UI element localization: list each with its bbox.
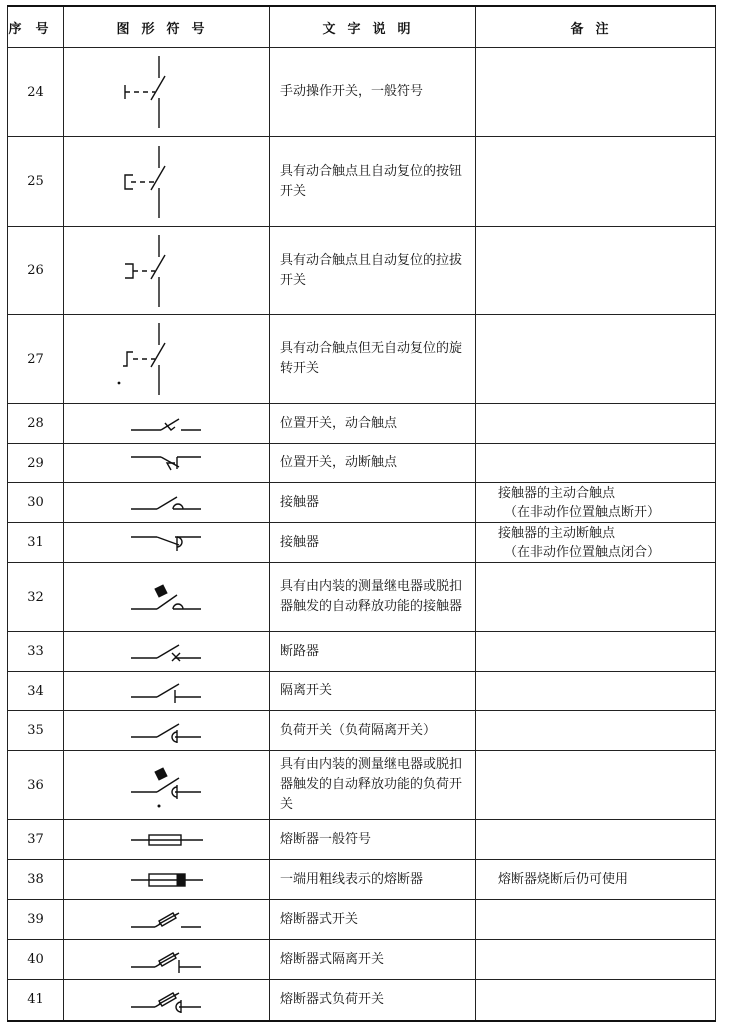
row-description: 隔离开关 [270,672,476,711]
row-description: 接触器 [270,523,476,563]
row-number: 37 [8,820,64,860]
fuse-thick-end-symbol [127,868,207,892]
row-note: 熔断器烧断后仍可使用 [476,860,716,900]
table-row [8,483,716,523]
row-note-line: 接触器的主动合触点 [498,485,616,501]
row-number: 25 [8,137,64,227]
symbol-table [7,5,716,1022]
load-switch-symbol [127,719,207,743]
header-note: 备注 [476,6,716,48]
row-number: 27 [8,315,64,404]
push-button-switch-symbol [117,142,217,222]
row-number: 36 [8,751,64,820]
contactor-make-symbol [127,491,207,515]
row-number: 40 [8,940,64,980]
row-description: 具有由内装的测量继电器或脱扣器触发的自动释放功能的接触器 [270,563,476,632]
row-note [476,711,716,751]
table-header-row [8,6,716,48]
table-row [8,48,716,137]
row-number: 30 [8,483,64,523]
disconnector-symbol [127,679,207,703]
row-description: 位置开关，动合触点 [270,404,476,444]
row-number: 31 [8,523,64,563]
row-number: 33 [8,632,64,672]
table-row [8,940,716,980]
row-number: 34 [8,672,64,711]
table-row [8,711,716,751]
row-description: 断路器 [270,632,476,672]
table-row [8,900,716,940]
row-description: 具有动合触点但无自动复位的旋转开关 [270,315,476,404]
row-description: 手动操作开关，一般符号 [270,48,476,137]
row-number: 28 [8,404,64,444]
row-note [476,404,716,444]
row-description: 位置开关，动断触点 [270,444,476,483]
row-description: 具有动合触点且自动复位的拉拔开关 [270,227,476,315]
row-note [476,315,716,404]
row-note [476,672,716,711]
row-note [476,563,716,632]
row-description: 具有动合触点且自动复位的按钮开关 [270,137,476,227]
row-number: 41 [8,980,64,1021]
row-note-line: （在非动作位置触点断开） [504,504,661,520]
row-note-line: （在非动作位置触点闭合） [504,544,661,560]
row-note [476,48,716,137]
row-number: 29 [8,444,64,483]
fuse-disconnector-symbol [127,947,207,973]
fuse-load-switch-symbol [127,987,207,1013]
table-row [8,632,716,672]
table-row [8,137,716,227]
fuse-symbol [127,828,207,852]
row-description: 熔断器式负荷开关 [270,980,476,1021]
row-note [476,444,716,483]
row-note [476,227,716,315]
table-row [8,523,716,563]
header-no: 序号 [8,6,64,48]
row-note [476,820,716,860]
row-note [476,940,716,980]
row-note [476,137,716,227]
table-row [8,315,716,404]
position-switch-break-symbol [127,451,207,475]
table-row [8,672,716,711]
row-description: 具有由内装的测量继电器或脱扣器触发的自动释放功能的负荷开关 [270,751,476,820]
header-symbol: 图形符号 [64,6,270,48]
pull-switch-symbol [117,231,217,311]
row-description: 负荷开关（负荷隔离开关） [270,711,476,751]
row-note [476,980,716,1021]
row-note-line: 接触器的主动断触点 [498,525,616,541]
table-row [8,980,716,1021]
row-description: 熔断器一般符号 [270,820,476,860]
auto-release-load-switch-symbol [127,760,207,810]
rotary-switch-symbol [117,319,217,399]
table-row [8,444,716,483]
position-switch-make-symbol [127,412,207,436]
manual-switch-symbol [117,52,217,132]
row-number: 38 [8,860,64,900]
row-number: 26 [8,227,64,315]
row-number: 32 [8,563,64,632]
circuit-breaker-symbol [127,640,207,664]
fuse-switch-symbol [127,907,207,933]
table-row [8,227,716,315]
table-row [8,563,716,632]
table-row [8,751,716,820]
row-note [476,751,716,820]
table-row [8,404,716,444]
row-note [476,632,716,672]
table-row [8,820,716,860]
row-description: 接触器 [270,483,476,523]
table-row [8,860,716,900]
row-note [476,900,716,940]
row-number: 35 [8,711,64,751]
header-desc: 文字说明 [270,6,476,48]
row-description: 一端用粗线表示的熔断器 [270,860,476,900]
row-number: 24 [8,48,64,137]
auto-release-contactor-symbol [127,577,207,617]
row-description: 熔断器式开关 [270,900,476,940]
contactor-break-symbol [127,531,207,555]
row-description: 熔断器式隔离开关 [270,940,476,980]
row-number: 39 [8,900,64,940]
